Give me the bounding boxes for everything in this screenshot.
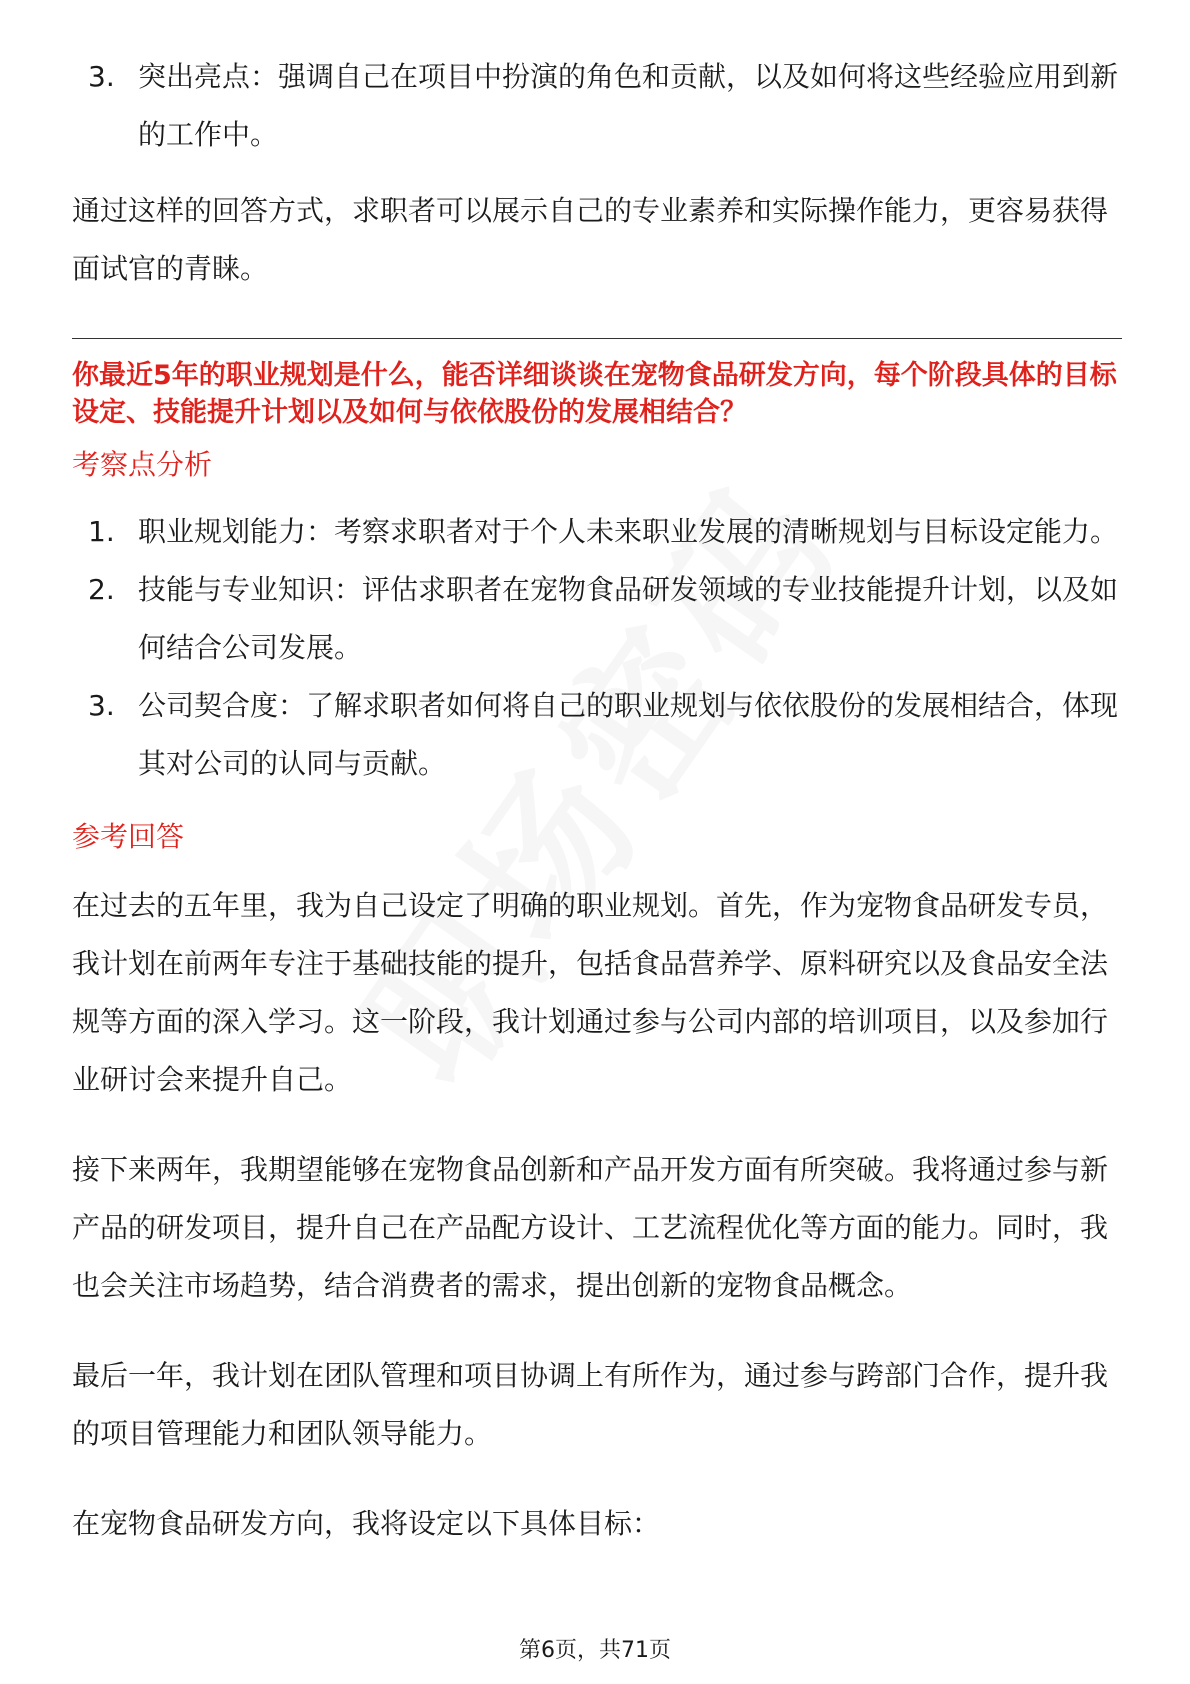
analysis-item [72, 677, 1122, 793]
list-number: 3. [88, 689, 115, 722]
analysis-list [72, 503, 1122, 793]
interview-question: 你最近5年的职业规划是什么，能否详细谈谈在宠物食品研发方向，每个阶段具体的目标设定、技能提升计划以及如何与依依股份的发展相结合？ [72, 360, 1117, 428]
list-number: 1. [88, 515, 115, 548]
list-text: 公司契合度：了解求职者如何将自己的职业规划与依依股份的发展相结合，体现其对公司的认同与贡献。 [138, 689, 1119, 780]
answer-paragraph: 最后一年，我计划在团队管理和项目协调上有所作为，通过参与跨部门合作，提升我的项目管理能力和团队领导能力。 [72, 1359, 1109, 1450]
answer-paragraph: 接下来两年，我期望能够在宠物食品创新和产品开发方面有所突破。我将通过参与新产品的研发项目，提升自己在产品配方设计、工艺流程优化等方面的能力。同时，我也会关注市场趋势，结合消费者的需求，提出创新的宠物食品概念。 [72, 1153, 1109, 1302]
answer-title: 参考回答 [72, 820, 185, 853]
page-content [72, 48, 1122, 1553]
list-text: 职业规划能力：考察求职者对于个人未来职业发展的清晰规划与目标设定能力。 [138, 515, 1119, 548]
list-text: 技能与专业知识：评估求职者在宠物食品研发领域的专业技能提升计划，以及如何结合公司发展。 [138, 573, 1119, 664]
list-number: 3. [88, 60, 115, 93]
answer-paragraph: 在宠物食品研发方向，我将设定以下具体目标： [72, 1507, 661, 1540]
analysis-item [72, 561, 1122, 677]
page-footer: 第6页，共71页 [519, 1638, 671, 1663]
list-text: 突出亮点：强调自己在项目中扮演的角色和贡献，以及如何将这些经验应用到新的工作中。 [138, 60, 1119, 151]
answer-paragraph: 在过去的五年里，我为自己设定了明确的职业规划。首先，作为宠物食品研发专员，我计划在前两年专注于基础技能的提升，包括食品营养学、原料研究以及食品安全法规等方面的深入学习。这一阶段，我计划通过参与公司内部的培训项目，以及参加行业研讨会来提升自己。 [72, 889, 1109, 1096]
top-list-item [72, 48, 1122, 164]
analysis-item [72, 503, 1122, 561]
analysis-title: 考察点分析 [72, 448, 213, 481]
list-number: 2. [88, 573, 115, 606]
intro-paragraph: 通过这样的回答方式，求职者可以展示自己的专业素养和实际操作能力，更容易获得面试官的青睐。 [72, 194, 1109, 285]
